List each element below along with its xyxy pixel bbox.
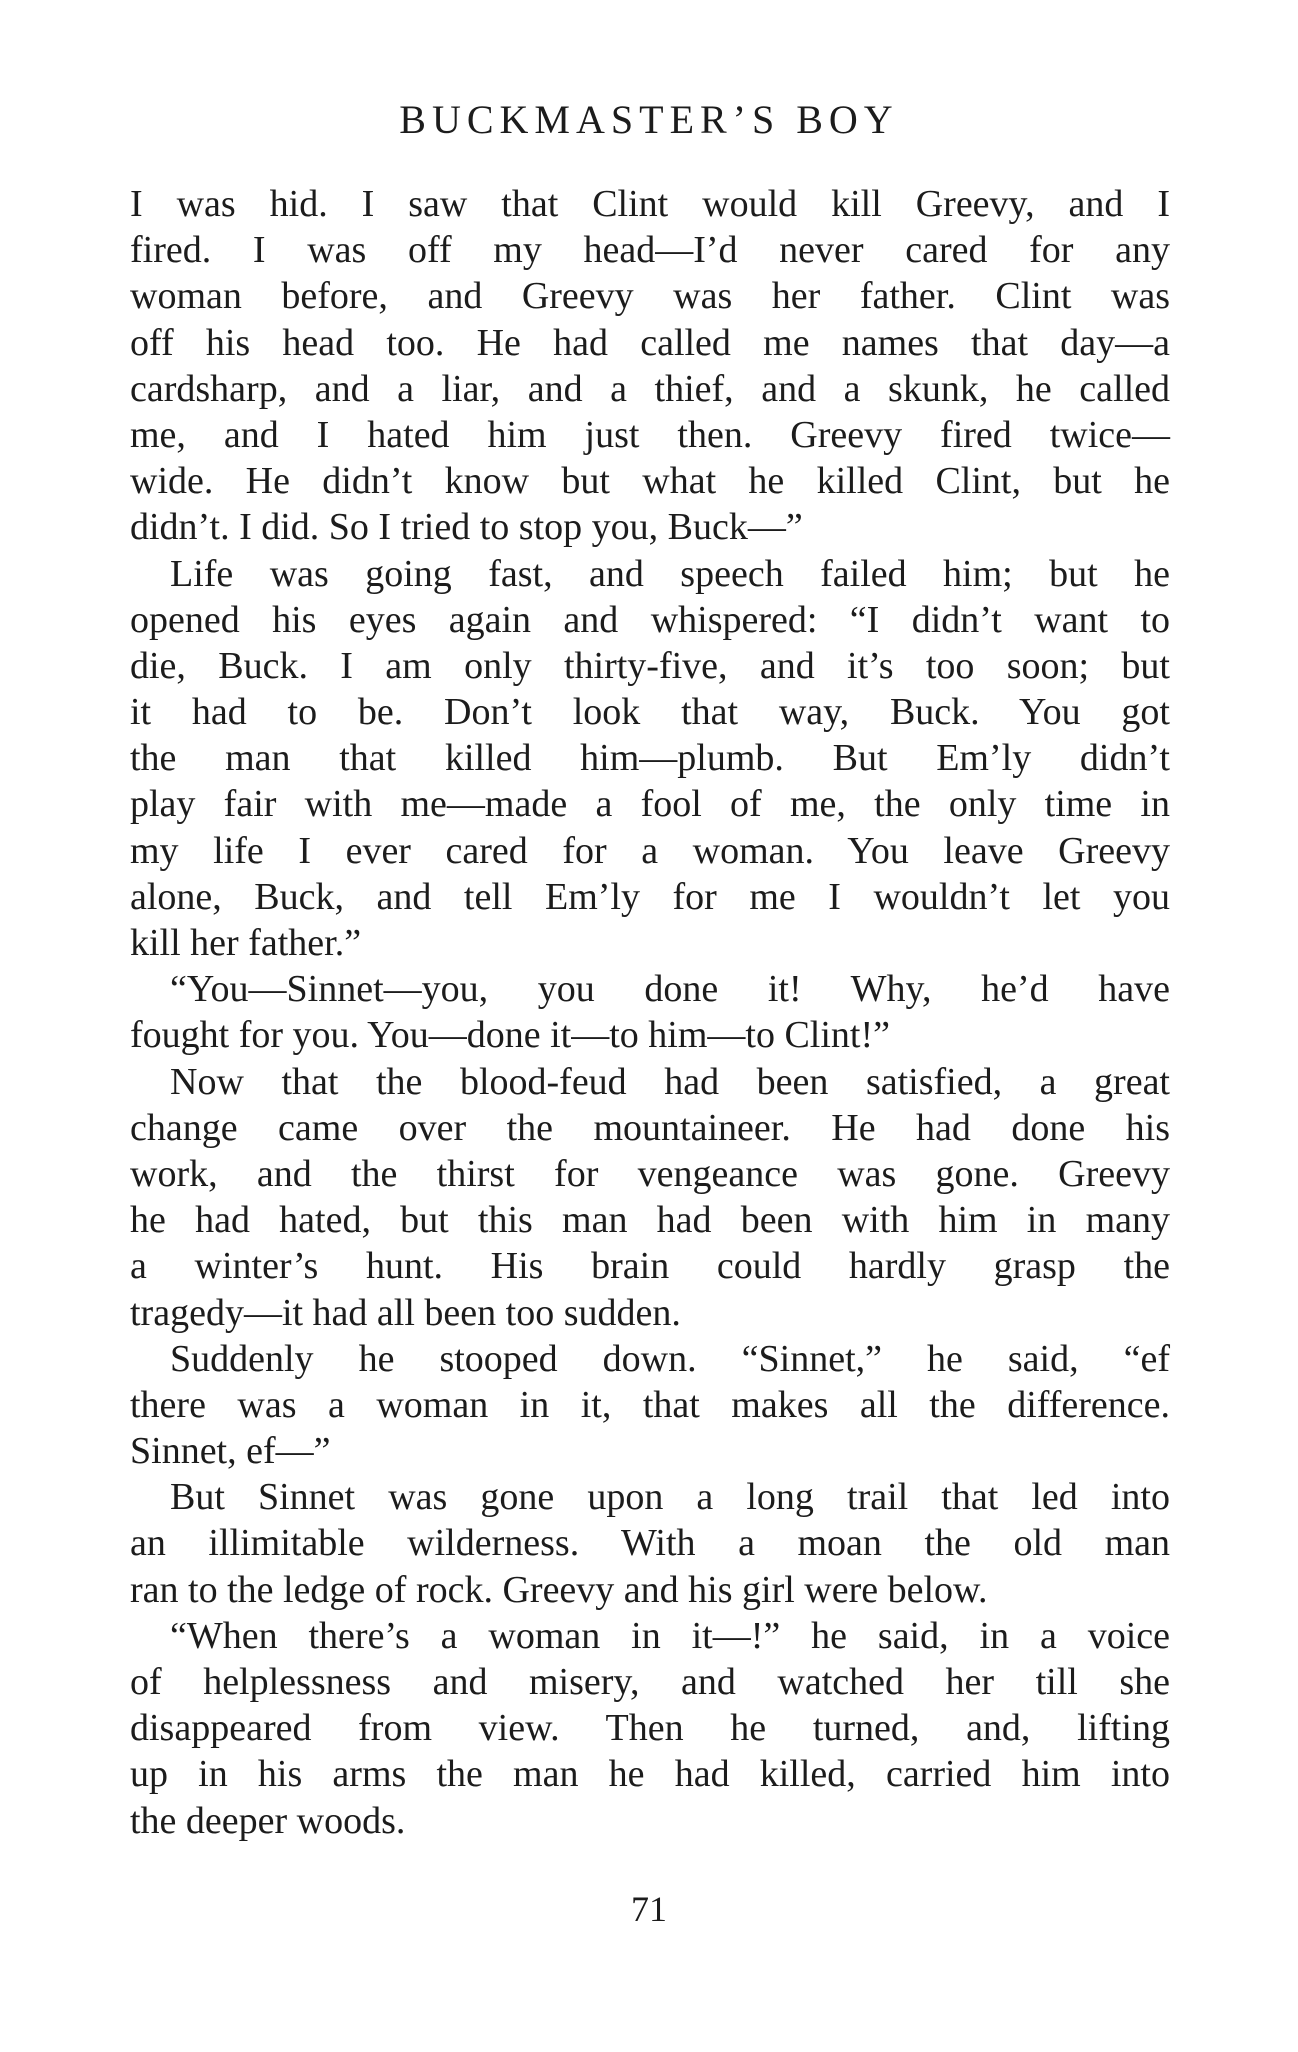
text-line: I was hid. I saw that Clint would kill Greevy, and I — [130, 183, 1170, 225]
running-head: BUCKMASTER’S BOY — [399, 97, 899, 142]
text-line: Sinnet, ef—” — [130, 1430, 331, 1473]
body-text — [130, 181, 1170, 1844]
text-line: there was a woman in it, that makes all the difference. — [130, 1383, 1170, 1426]
paragraph-first-line: “You—Sinnet—you, you done it! Why, he’d have — [170, 968, 1170, 1011]
text-line: an illimitable wilderness. With a moan the old man — [130, 1522, 1170, 1565]
text-line: the deeper woods. — [130, 1799, 406, 1842]
paragraph-first-line: Life was going fast, and speech failed him; but he — [170, 552, 1170, 595]
text-line: me, and I hated him just then. Greevy fired twice— — [130, 413, 1170, 456]
text-line: die, Buck. I am only thirty-five, and it’s too soon; but — [130, 644, 1170, 687]
text-line: change came over the mountaineer. He had done his — [130, 1106, 1170, 1149]
text-line: it had to be. Don’t look that way, Buck. You got — [130, 691, 1170, 734]
text-line: woman before, and Greevy was her father. Clint was — [130, 275, 1170, 318]
text-line: my life I ever cared for a woman. You leave Greevy — [130, 829, 1170, 872]
text-line: disappeared from view. Then he turned, and, lifting — [130, 1707, 1170, 1750]
text-line: he had hated, but this man had been with him in many — [130, 1199, 1170, 1242]
text-line: didn’t. I did. So I tried to stop you, Buck—” — [130, 506, 803, 549]
paragraph-first-line: Now that the blood-feud had been satisfied, a great — [170, 1060, 1170, 1103]
paragraph-first-line: Suddenly he stooped down. “Sinnet,” he said, “ef — [170, 1337, 1170, 1380]
text-line: the man that killed him—plumb. But Em’ly didn’t — [130, 737, 1170, 780]
page-number: 71 — [631, 1889, 667, 1929]
text-line: wide. He didn’t know but what he killed Clint, but he — [130, 460, 1170, 503]
text-line: work, and the thirst for vengeance was gone. Greevy — [130, 1152, 1170, 1195]
text-line: kill her father.” — [130, 922, 362, 964]
paragraph-first-line: “When there’s a woman in it—!” he said, in a voice — [170, 1614, 1170, 1657]
text-line: off his head too. He had called me names that day—a — [130, 321, 1170, 364]
text-line: tragedy—it had all been too sudden. — [130, 1291, 681, 1334]
text-line: alone, Buck, and tell Em’ly for me I wouldn’t let you — [130, 875, 1170, 918]
paragraph-first-line: But Sinnet was gone upon a long trail that led into — [170, 1476, 1170, 1519]
text-line: fought for you. You—done it—to him—to Clint!” — [130, 1014, 890, 1057]
text-line: a winter’s hunt. His brain could hardly grasp the — [130, 1245, 1170, 1288]
text-line: fired. I was off my head—I’d never cared for any — [130, 229, 1170, 272]
text-line: of helplessness and misery, and watched her till she — [130, 1661, 1170, 1703]
text-line: cardsharp, and a liar, and a thief, and a skunk, he called — [130, 367, 1170, 410]
text-line: ran to the ledge of rock. Greevy and his girl were below. — [130, 1568, 988, 1611]
text-line: opened his eyes again and whispered: “I didn’t want to — [130, 598, 1170, 641]
text-line: up in his arms the man he had killed, carried him into — [130, 1753, 1170, 1796]
text-line: play fair with me—made a fool of me, the only time in — [130, 783, 1170, 826]
